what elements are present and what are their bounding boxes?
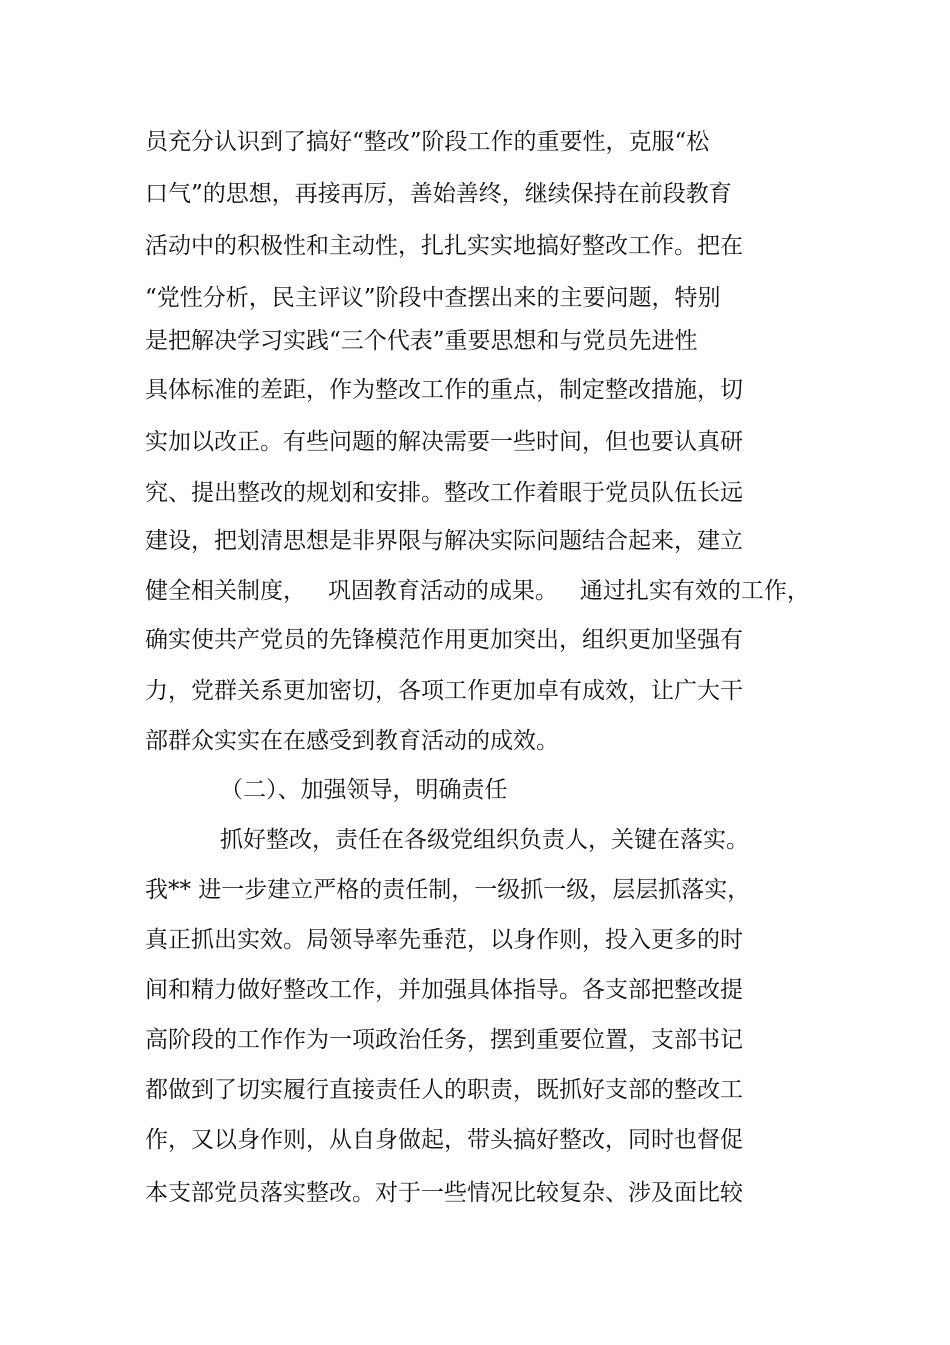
- paragraph-line: 具体标准的差距，作为整改工作的重点，制定整改措施，切: [145, 377, 743, 403]
- paragraph-line: 力，党群关系更加密切，各项工作更加卓有成效，让广大干: [145, 678, 743, 704]
- paragraph-line: “党性分析，民主评议”阶段中查摆出来的主要问题，特别: [145, 285, 721, 311]
- paragraph-line: 活动中的积极性和主动性，扎扎实实地搞好整改工作。把在: [145, 233, 743, 259]
- paragraph-line: 高阶段的工作作为一项政治任务，摆到重要位置，支部书记: [145, 1027, 743, 1053]
- paragraph-line: 确实使共产党员的先锋模范作用更加突出，组织更加坚强有: [145, 627, 743, 653]
- paragraph-line: 实加以改正。有些问题的解决需要一些时间，但也要认真研: [145, 429, 743, 455]
- paragraph-line: 抓好整改，责任在各级党组织负责人，关键在落实。: [220, 827, 749, 853]
- paragraph-line: 都做到了切实履行直接责任人的职责，既抓好支部的整改工: [145, 1077, 743, 1103]
- paragraph-line: 我** 进一步建立严格的责任制，一级抓一级，层层抓落实，: [145, 877, 751, 903]
- paragraph-line: 究、提出整改的规划和安排。整改工作着眼于党员队伍长远: [145, 480, 743, 506]
- paragraph-line: 建设，把划清思想是非界限与解决实际问题结合起来，建立: [145, 528, 743, 554]
- paragraph-line: 部群众实实在在感受到教育活动的成效。: [145, 728, 559, 754]
- paragraph-line: 口气”的思想，再接再厉，善始善终，继续保持在前段教育: [145, 181, 732, 207]
- section-heading: （二）、加强领导，明确责任: [220, 777, 508, 803]
- paragraph-line: 是把解决学习实践“三个代表”重要思想和与党员先进性: [145, 328, 698, 354]
- paragraph-line: 健全相关制度， 巩固教育活动的成果。 通过扎实有效的工作，: [145, 578, 810, 604]
- paragraph-line: 本支部党员落实整改。对于一些情况比较复杂、涉及面比较: [145, 1180, 743, 1206]
- paragraph-line: 间和精力做好整改工作，并加强具体指导。各支部把整改提: [145, 977, 743, 1003]
- paragraph-line: 作，又以身作则，从自身做起，带头搞好整改，同时也督促: [145, 1127, 743, 1153]
- paragraph-line: 真正抓出实效。局领导率先垂范，以身作则，投入更多的时: [145, 927, 743, 953]
- paragraph-line: 员充分认识到了搞好“整改”阶段工作的重要性，克服“松: [145, 129, 710, 155]
